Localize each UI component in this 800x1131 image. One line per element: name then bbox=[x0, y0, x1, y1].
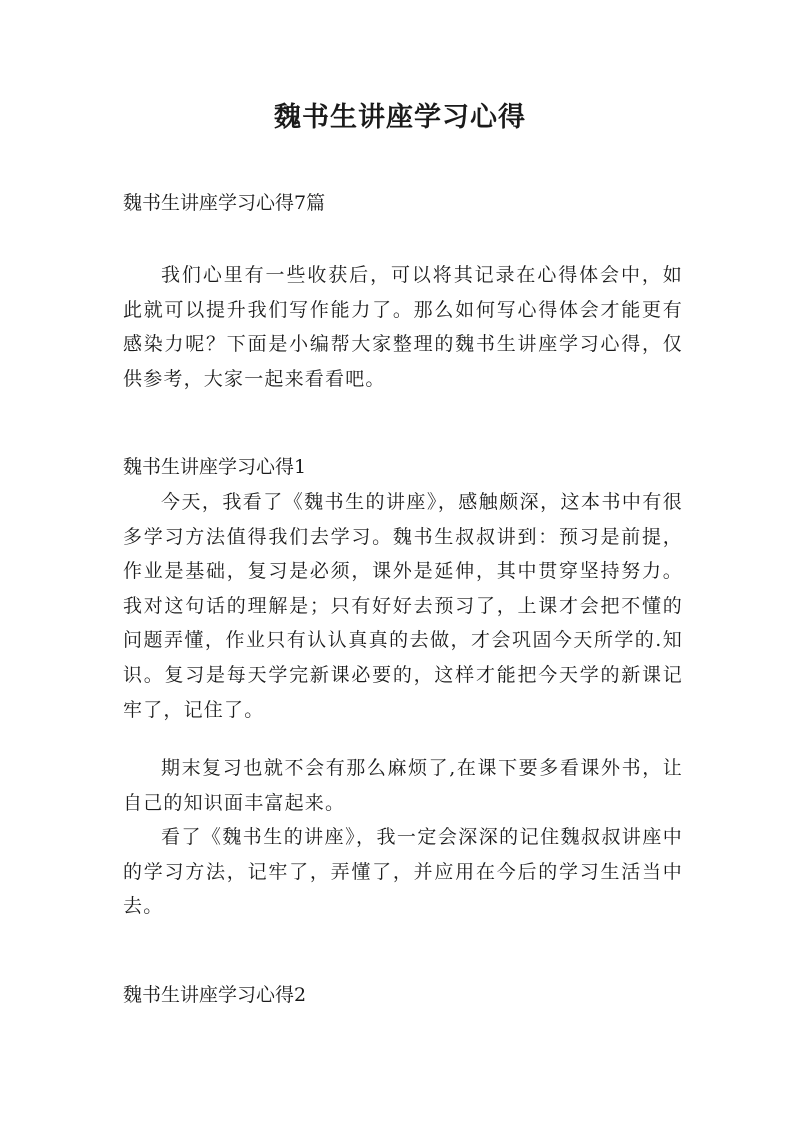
section-1-paragraph-2: 期末复习也就不会有那么麻烦了,在课下要多看课外书，让自己的知识面丰富起来。 bbox=[123, 757, 683, 814]
section-1-paragraph-1: 今天，我看了《魏书生的讲座》，感触颇深，这本书中有很多学习方法值得我们去学习。魏书生叔叔讲到：预习是前提，作业是基础，复习是必须，课外是延伸，其中贯穿坚持努力。我对这句话的理解是；只有好好去预习了，上课才会把不懂的问题弄懂，作业只有认认真真的去做，才会巩固今天所学的.知识。复习是每天学完新课必要的，这样才能把今天学的新课记牢了，记住了。 bbox=[123, 491, 683, 721]
section-1-paragraph-3: 看了《魏书生的讲座》，我一定会深深的记住魏叔叔讲座中的学习方法，记牢了，弄懂了，并应用在今后的学习生活当中去。 bbox=[123, 826, 683, 918]
intro-paragraph: 我们心里有一些收获后，可以将其记录在心得体会中，如此就可以提升我们写作能力了。那么如何写心得体会才能更有感染力呢？下面是小编帮大家整理的魏书生讲座学习心得，仅供参考，大家一起来看看吧。 bbox=[123, 264, 683, 390]
section-heading-1: 魏书生讲座学习心得1 bbox=[123, 456, 307, 478]
document-subtitle: 魏书生讲座学习心得7篇 bbox=[123, 192, 326, 214]
document-title: 魏书生讲座学习心得 bbox=[274, 102, 526, 133]
section-heading-2: 魏书生讲座学习心得2 bbox=[123, 984, 307, 1006]
